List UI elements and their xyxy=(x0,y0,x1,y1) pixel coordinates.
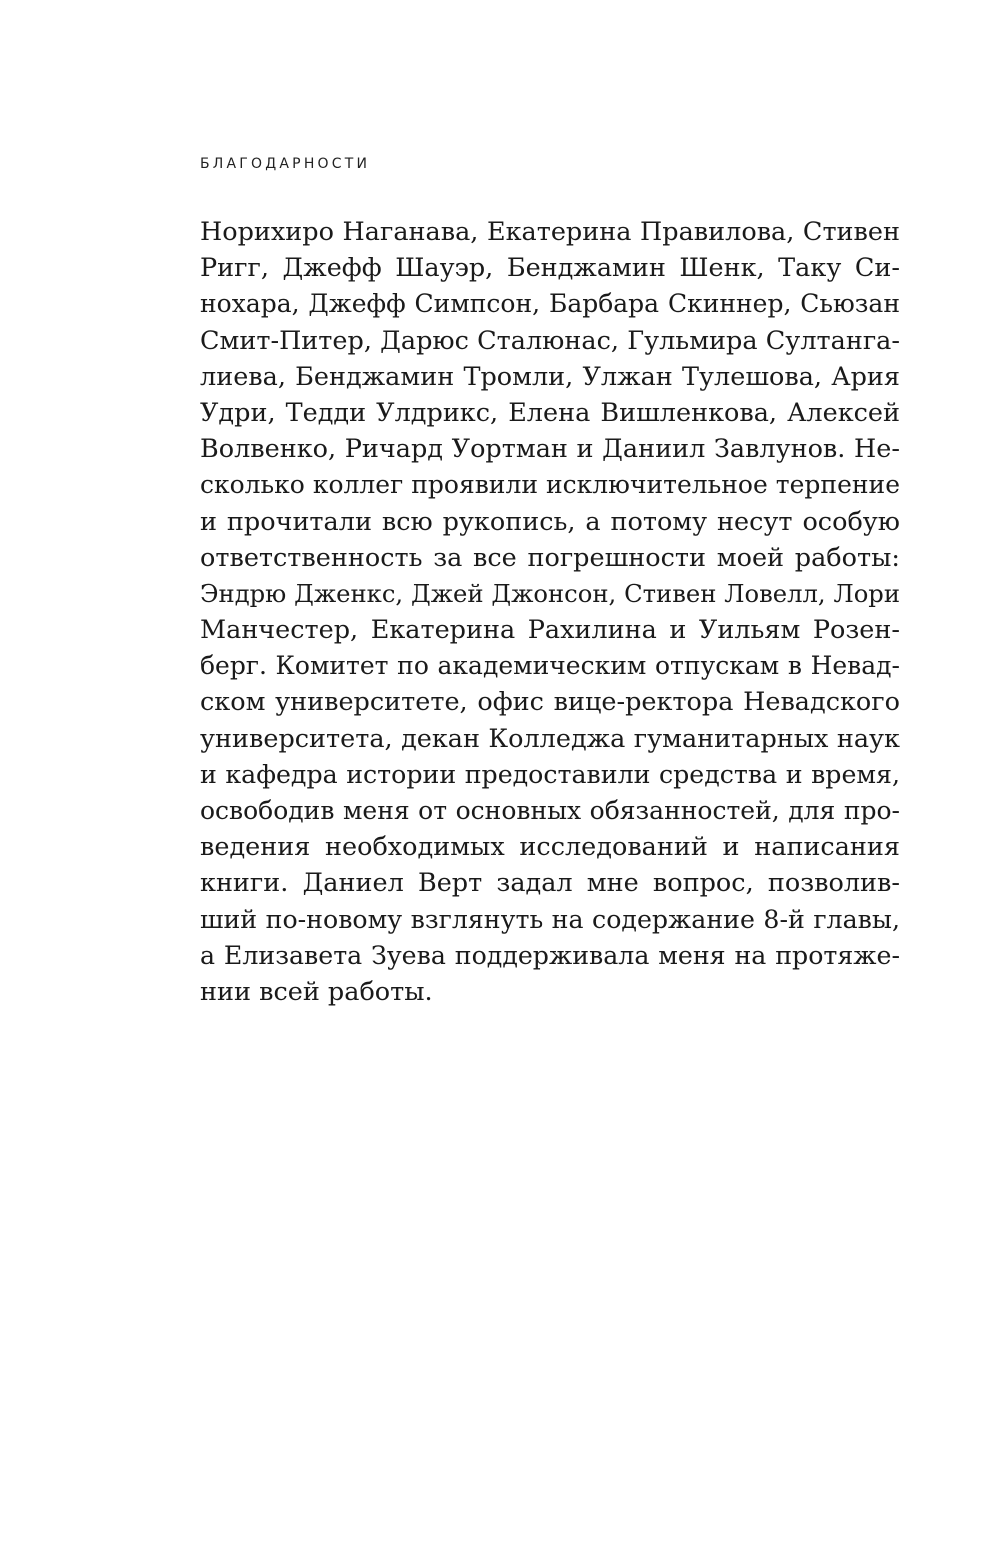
paragraph-line: ском университете, офис вице-ректора Невадского xyxy=(200,687,900,718)
paragraph-line: Норихиро Наганава, Екатерина Правилова, Стивен xyxy=(200,217,900,247)
paragraph-line: освободив меня от основных обязанностей, для про- xyxy=(200,796,900,825)
paragraph-line: и прочитали всю рукопись, а потому несут особую xyxy=(200,506,900,537)
paragraph-line: книги. Даниел Верт задал мне вопрос, позволив- xyxy=(200,868,900,899)
paragraph-line: нии всей работы. xyxy=(200,976,433,1007)
paragraph-line: Смит-Питер, Дарюс Сталюнас, Гульмира Султанга- xyxy=(200,325,900,356)
acknowledgements-paragraph xyxy=(200,214,900,1010)
paragraph-line: Манчестер, Екатерина Рахилина и Уильям Розен- xyxy=(200,615,900,646)
paragraph-line: лиева, Бенджамин Тромли, Улжан Тулешова, Ария xyxy=(200,361,900,392)
paragraph-line: а Елизавета Зуева поддерживала меня на протяже- xyxy=(200,940,900,970)
paragraph-line: и кафедра истории предоставили средства и время, xyxy=(200,759,900,789)
paragraph-line: Ригг, Джефф Шауэр, Бенджамин Шенк, Таку Си- xyxy=(200,253,900,284)
paragraph-line: ведения необходимых исследований и написания xyxy=(200,832,900,863)
paragraph-line: ший по-новому взглянуть на содержание 8-й главы, xyxy=(200,904,900,934)
paragraph-line: университета, декан Колледжа гуманитарных наук xyxy=(200,723,900,754)
paragraph-line: Удри, Тедди Улдрикс, Елена Вишленкова, Алексей xyxy=(200,397,900,428)
paragraph-line: нохара, Джефф Симпсон, Барбара Скиннер, Сьюзан xyxy=(200,289,900,319)
paragraph-line: Эндрю Дженкс, Джей Джонсон, Стивен Ловелл, Лори xyxy=(200,578,900,608)
running-head: БЛАГОДАРНОСТИ xyxy=(200,156,371,172)
paragraph-line: ответственность за все погрешности моей работы: xyxy=(200,542,900,573)
paragraph-line: Волвенко, Ричард Уортман и Даниил Завлунов. Не- xyxy=(200,434,900,465)
paragraph-line: берг. Комитет по академическим отпускам в Невад- xyxy=(200,651,900,681)
paragraph-line: сколько коллег проявили исключительное терпение xyxy=(200,470,900,500)
